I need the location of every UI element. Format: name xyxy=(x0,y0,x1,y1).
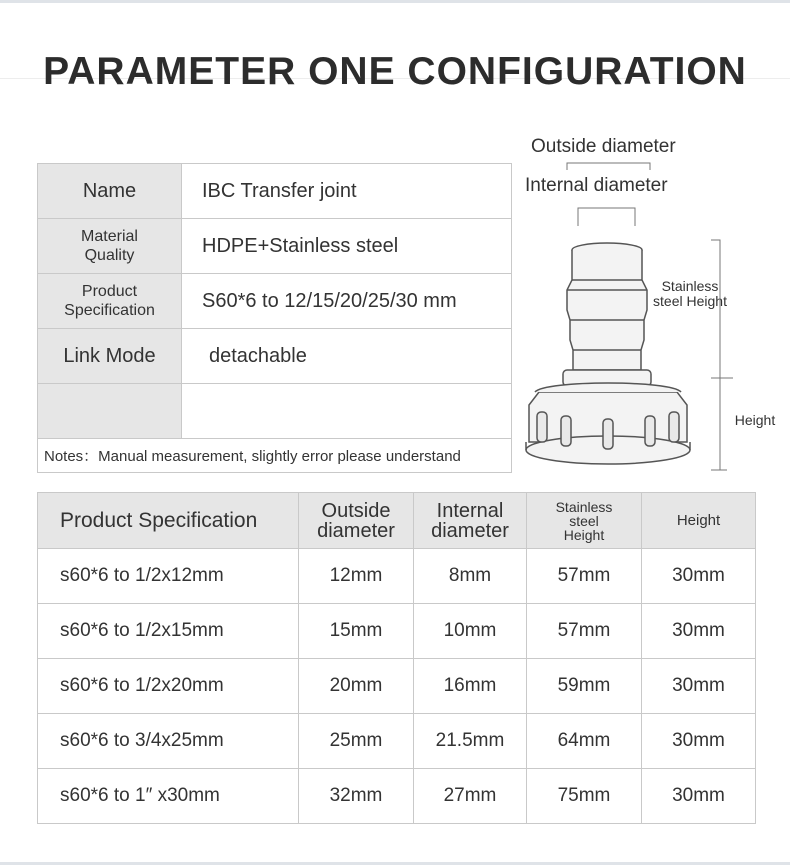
header-text: Stainless steel Height xyxy=(555,498,613,543)
table-row xyxy=(38,604,756,659)
cell-outside: 32mm xyxy=(299,769,414,824)
spec-table xyxy=(37,492,756,824)
cell-spec: s60*6 to 1/2x12mm xyxy=(38,549,299,604)
table-row xyxy=(38,549,756,604)
cell-stainless: 75mm xyxy=(527,769,642,824)
stainless-height-label: Stainless steel Height xyxy=(653,278,727,309)
cell-spec: s60*6 to 1/2x15mm xyxy=(38,604,299,659)
cell-outside: 12mm xyxy=(299,549,414,604)
notes-text: Notes：Manual measurement, slightly error please understand xyxy=(38,439,512,473)
cell-spec: s60*6 to 1″ x30mm xyxy=(38,769,299,824)
cell-internal: 10mm xyxy=(414,604,527,659)
info-label xyxy=(38,274,182,329)
joint-drawing xyxy=(515,130,785,475)
info-row-notes xyxy=(38,439,512,473)
product-diagram xyxy=(515,130,785,475)
header-text: Outside diameter xyxy=(317,499,395,542)
info-table xyxy=(37,163,512,473)
cell-height: 30mm xyxy=(642,549,756,604)
cell-internal: 27mm xyxy=(414,769,527,824)
cell-stainless: 57mm xyxy=(527,604,642,659)
table-row xyxy=(38,769,756,824)
info-value xyxy=(182,384,512,439)
info-row-name xyxy=(38,164,512,219)
info-row-spec xyxy=(38,274,512,329)
info-value: IBC Transfer joint xyxy=(182,164,512,219)
header-outside-diameter xyxy=(299,493,414,549)
height-label: Height xyxy=(734,412,776,428)
cell-internal: 8mm xyxy=(414,549,527,604)
cell-outside: 15mm xyxy=(299,604,414,659)
table-row xyxy=(38,659,756,714)
cell-stainless: 57mm xyxy=(527,549,642,604)
info-label-text: Product Specification xyxy=(64,283,155,319)
header-internal-diameter xyxy=(414,493,527,549)
top-divider xyxy=(0,0,790,3)
internal-diameter-label: Internal diameter xyxy=(525,175,668,196)
cell-internal: 21.5mm xyxy=(414,714,527,769)
info-value: HDPE+Stainless steel xyxy=(182,219,512,274)
info-label: Link Mode xyxy=(38,329,182,384)
header-product-spec: Product Specification xyxy=(38,493,299,549)
cell-outside: 20mm xyxy=(299,659,414,714)
info-row-empty xyxy=(38,384,512,439)
header-text: Internal diameter xyxy=(431,499,509,542)
cell-stainless: 64mm xyxy=(527,714,642,769)
spec-header-row xyxy=(38,493,756,549)
info-row-material xyxy=(38,219,512,274)
cell-stainless: 59mm xyxy=(527,659,642,714)
info-value: detachable xyxy=(182,329,512,384)
header-stainless-height xyxy=(527,493,642,549)
header-height: Height xyxy=(642,493,756,549)
cell-height: 30mm xyxy=(642,714,756,769)
cell-spec: s60*6 to 1/2x20mm xyxy=(38,659,299,714)
cell-height: 30mm xyxy=(642,659,756,714)
cell-internal: 16mm xyxy=(414,659,527,714)
cell-spec: s60*6 to 3/4x25mm xyxy=(38,714,299,769)
info-label xyxy=(38,384,182,439)
cell-height: 30mm xyxy=(642,604,756,659)
cell-height: 30mm xyxy=(642,769,756,824)
info-row-link-mode xyxy=(38,329,512,384)
info-value: S60*6 to 12/15/20/25/30 mm xyxy=(182,274,512,329)
info-label: Name xyxy=(38,164,182,219)
info-label xyxy=(38,219,182,274)
cell-outside: 25mm xyxy=(299,714,414,769)
table-row xyxy=(38,714,756,769)
page-title: PARAMETER ONE CONFIGURATION xyxy=(43,50,747,93)
info-label-text: Material Quality xyxy=(81,228,138,264)
outside-diameter-label: Outside diameter xyxy=(531,136,676,157)
